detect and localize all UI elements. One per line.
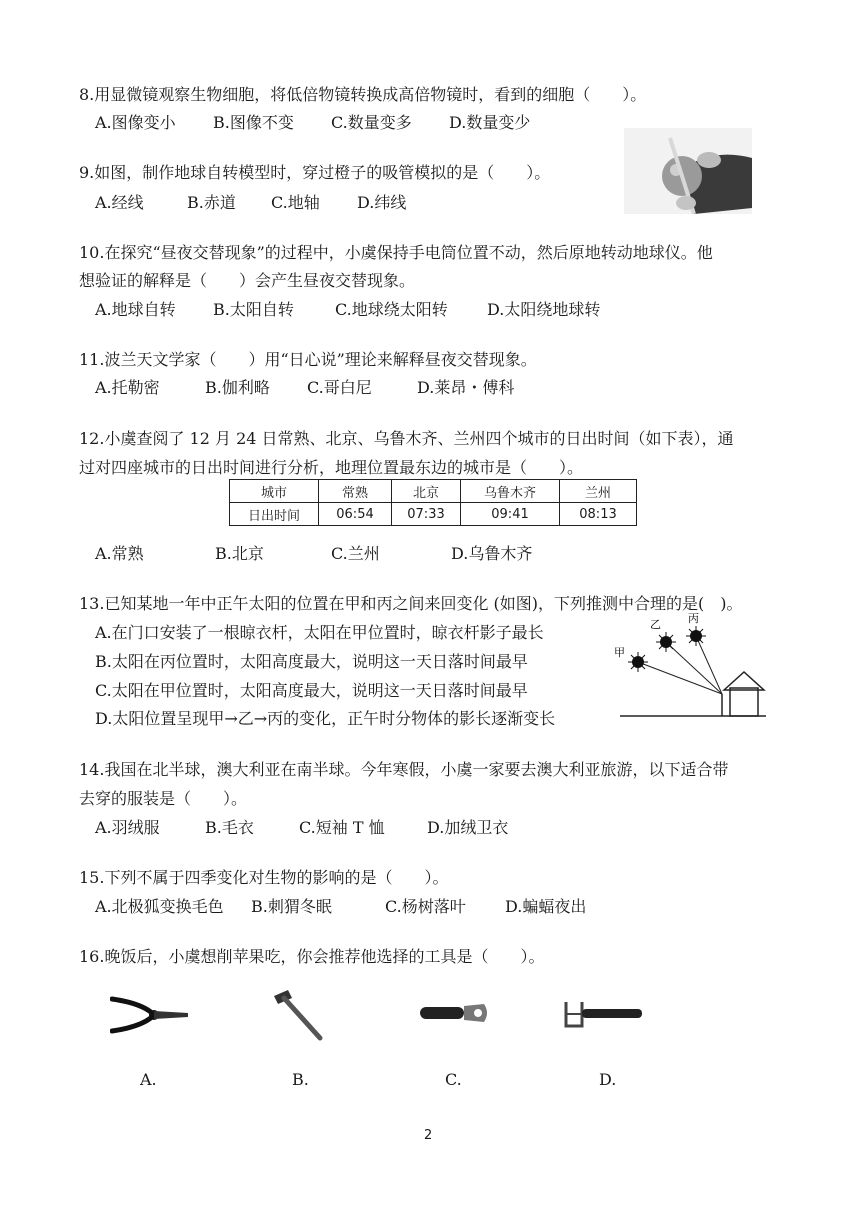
q9-option-a[interactable]: A.经线: [95, 193, 144, 212]
q10-stem-line2: 想验证的解释是（ ）会产生昼夜交替现象。: [79, 271, 416, 290]
table-cell: 乌鲁木齐: [461, 480, 560, 503]
label-yi: 乙: [650, 618, 661, 631]
table-cell: 08:13: [560, 503, 637, 526]
orange-earth-model-photo: [624, 128, 752, 214]
table-row: [230, 503, 637, 526]
pliers-icon[interactable]: [110, 993, 190, 1037]
q12-option-c[interactable]: C.兰州: [331, 544, 380, 563]
q8-option-d[interactable]: D.数量变少: [449, 113, 531, 132]
sun-yi-icon: [656, 632, 676, 652]
q13-option-c[interactable]: C.太阳在甲位置时，太阳高度最大，说明这一天日落时间最早: [95, 681, 528, 700]
table-header-row: [230, 480, 637, 503]
q15-option-d[interactable]: D.蝙蝠夜出: [505, 897, 587, 916]
q14-option-d[interactable]: D.加绒卫衣: [427, 818, 509, 837]
peeler-icon[interactable]: [560, 998, 646, 1030]
sunrise-table: [229, 479, 637, 526]
q11-option-a[interactable]: A.托勒密: [95, 378, 160, 397]
page-number: 2: [424, 1128, 433, 1143]
q12-option-d[interactable]: D.乌鲁木齐: [451, 544, 533, 563]
q15-option-c[interactable]: C.杨树落叶: [385, 897, 466, 916]
q16-label-d: D.: [599, 1070, 617, 1089]
q15-stem: 15.下列不属于四季变化对生物的影响的是（ ）。: [79, 868, 449, 887]
q16-label-a: A.: [140, 1070, 157, 1089]
q13-option-a[interactable]: A.在门口安装了一根晾衣杆，太阳在甲位置时，晾衣杆影子最长: [95, 623, 544, 642]
q8-option-b[interactable]: B.图像不变: [213, 113, 294, 132]
table-cell: 兰州: [560, 480, 637, 503]
sun-bing-icon: [686, 626, 706, 646]
table-cell: 09:41: [461, 503, 560, 526]
q14-stem-line2: 去穿的服装是（ ）。: [79, 789, 248, 808]
q14-option-c[interactable]: C.短袖 T 恤: [299, 818, 385, 837]
q16-label-c: C.: [445, 1070, 462, 1089]
q8-option-a[interactable]: A.图像变小: [95, 113, 176, 132]
label-jia: 甲: [614, 646, 625, 659]
q12-option-a[interactable]: A.常熟: [95, 544, 144, 563]
q11-option-d[interactable]: D.莱昂・傅科: [417, 378, 515, 397]
q12-option-b[interactable]: B.北京: [215, 544, 264, 563]
q13-option-d[interactable]: D.太阳位置呈现甲→乙→丙的变化，正午时分物体的影长逐渐变长: [95, 709, 556, 728]
q16-stem: 16.晚饭后，小虞想削苹果吃，你会推荐他选择的工具是（ ）。: [79, 947, 545, 966]
sun-position-diagram: [610, 610, 770, 722]
q15-option-a[interactable]: A.北极狐变换毛色: [95, 897, 224, 916]
table-cell: 07:33: [392, 503, 461, 526]
q14-option-a[interactable]: A.羽绒服: [95, 818, 160, 837]
q16-label-b: B.: [292, 1070, 309, 1089]
q10-option-b[interactable]: B.太阳自转: [213, 300, 294, 319]
table-cell: 北京: [392, 480, 461, 503]
sun-jia-icon: [628, 652, 648, 672]
q11-option-c[interactable]: C.哥白尼: [307, 378, 372, 397]
q14-stem-line1: 14.我国在北半球，澳大利亚在南半球。今年寒假，小虞一家要去澳大利亚旅游，以下适合带: [79, 760, 729, 779]
q13-option-b[interactable]: B.太阳在丙位置时，太阳高度最大，说明这一天日落时间最早: [95, 652, 528, 671]
bottle-opener-icon[interactable]: [418, 1000, 490, 1028]
q9-option-d[interactable]: D.纬线: [357, 193, 407, 212]
q8-option-c[interactable]: C.数量变多: [331, 113, 412, 132]
label-bing: 丙: [688, 612, 699, 625]
q9-stem: 9.如图，制作地球自转模型时，穿过橙子的吸管模拟的是（ ）。: [79, 163, 551, 182]
table-cell: 06:54: [319, 503, 392, 526]
q11-stem: 11.波兰天文学家（ ）用“日心说”理论来解释昼夜交替现象。: [79, 350, 537, 369]
q8-stem: 8.用显微镜观察生物细胞，将低倍物镜转换成高倍物镜时，看到的细胞（ ）。: [79, 85, 647, 104]
q12-stem-line2: 过对四座城市的日出时间进行分析，地理位置最东边的城市是（ ）。: [79, 458, 584, 477]
q9-option-b[interactable]: B.赤道: [187, 193, 236, 212]
q10-option-c[interactable]: C.地球绕太阳转: [335, 300, 448, 319]
table-cell: 城市: [230, 480, 319, 503]
q10-option-a[interactable]: A.地球自转: [95, 300, 176, 319]
q14-option-b[interactable]: B.毛衣: [205, 818, 254, 837]
q12-stem-line1: 12.小虞查阅了 12 月 24 日常熟、北京、乌鲁木齐、兰州四个城市的日出时间（如下表），通: [79, 429, 734, 448]
hammer-icon[interactable]: [270, 988, 326, 1042]
q11-option-b[interactable]: B.伽利略: [205, 378, 270, 397]
table-cell: 日出时间: [230, 503, 319, 526]
q10-option-d[interactable]: D.太阳绕地球转: [487, 300, 601, 319]
table-cell: 常熟: [319, 480, 392, 503]
q15-option-b[interactable]: B.刺猬冬眠: [251, 897, 332, 916]
q10-stem-line1: 10.在探究“昼夜交替现象”的过程中，小虞保持手电筒位置不动，然后原地转动地球仪。他: [79, 243, 713, 262]
q9-option-c[interactable]: C.地轴: [271, 193, 320, 212]
q13-stem: 13.已知某地一年中正午太阳的位置在甲和丙之间来回变化 (如图)，下列推测中合理的是( )。: [79, 594, 743, 613]
